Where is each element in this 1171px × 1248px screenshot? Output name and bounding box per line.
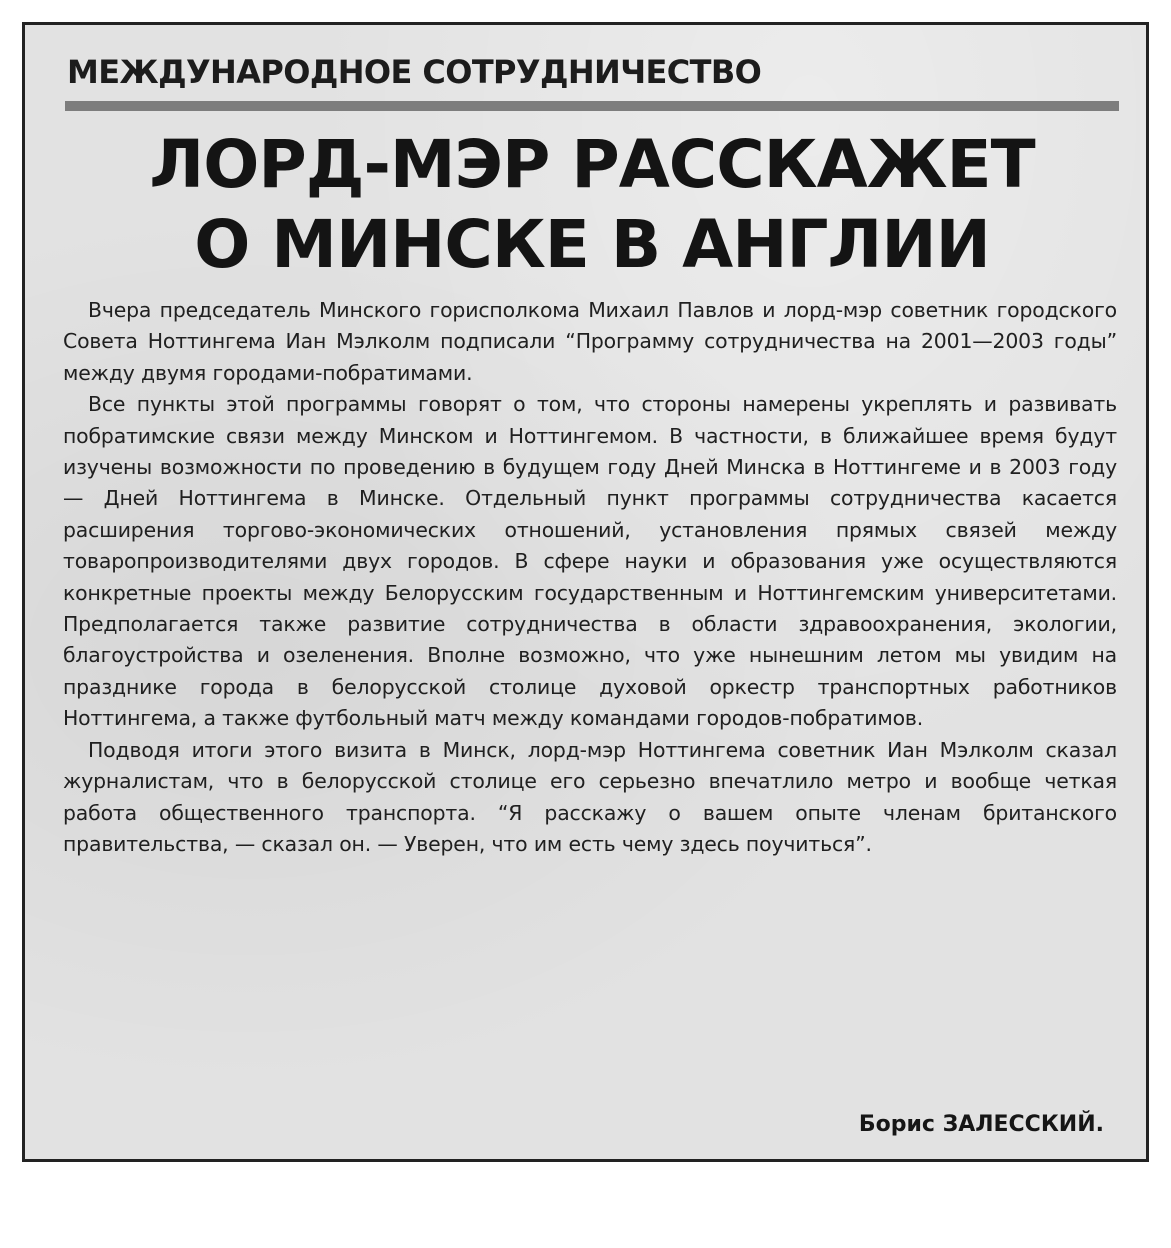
- paragraph-2: Все пункты этой программы говорят о том, что стороны намерены укреплять и развивать побратимские связи между Минском и Ноттингемом. В частности, в ближайшее время будут изучены возможности по проведению в будущем году Дней Минска в Ноттингеме и в 2003 году — Дней Ноттингема в Минске. Отдельный пункт программы сотрудничества касается расширения торгово-экономических отношений, установления прямых связей между товаропроизводителями двух городов. В сфере науки и образования уже осуществляются конкретные проекты между Белорусским государственным и Ноттингемским университетами. Предполагается также развитие сотрудничества в области здравоохранения, экологии, благоустройства и озеленения. Вполне возможно, что уже нынешним летом мы увидим на празднике города в белорусской столице духовой оркестр транспортных работников Ноттингема, а также футбольный матч между командами городов-побратимов.: [63, 392, 1117, 731]
- headline-line-2: О МИНСКЕ В АНГЛИИ: [194, 206, 990, 283]
- headline-line-1: ЛОРД-МЭР РАССКАЖЕТ: [149, 126, 1035, 203]
- section-rubric: МЕЖДУНАРОДНОЕ СОТРУДНИЧЕСТВО: [67, 53, 762, 91]
- article-headline: [65, 125, 1119, 285]
- newspaper-clipping: [22, 22, 1149, 1162]
- author-byline: Борис ЗАЛЕССКИЙ.: [858, 1112, 1104, 1137]
- paragraph-1: Вчера председатель Минского горисполкома Михаил Павлов и лорд-мэр советник городского Совета Ноттингема Иан Мэлколм подписали “Программу сотрудничества на 2001—2003 годы” между двумя городами-побратимами.: [63, 298, 1117, 385]
- rubric-divider: [65, 101, 1119, 111]
- paragraph-3: Подводя итоги этого визита в Минск, лорд-мэр Ноттингема советник Иан Мэлколм сказал журналистам, что в белорусской столице его серьезно впечатлило метро и вообще четкая работа общественного транспорта. “Я расскажу о вашем опыте членам британского правительства, — сказал он. — Уверен, что им есть чему здесь поучиться”.: [63, 737, 1117, 856]
- article-body: [63, 295, 1117, 860]
